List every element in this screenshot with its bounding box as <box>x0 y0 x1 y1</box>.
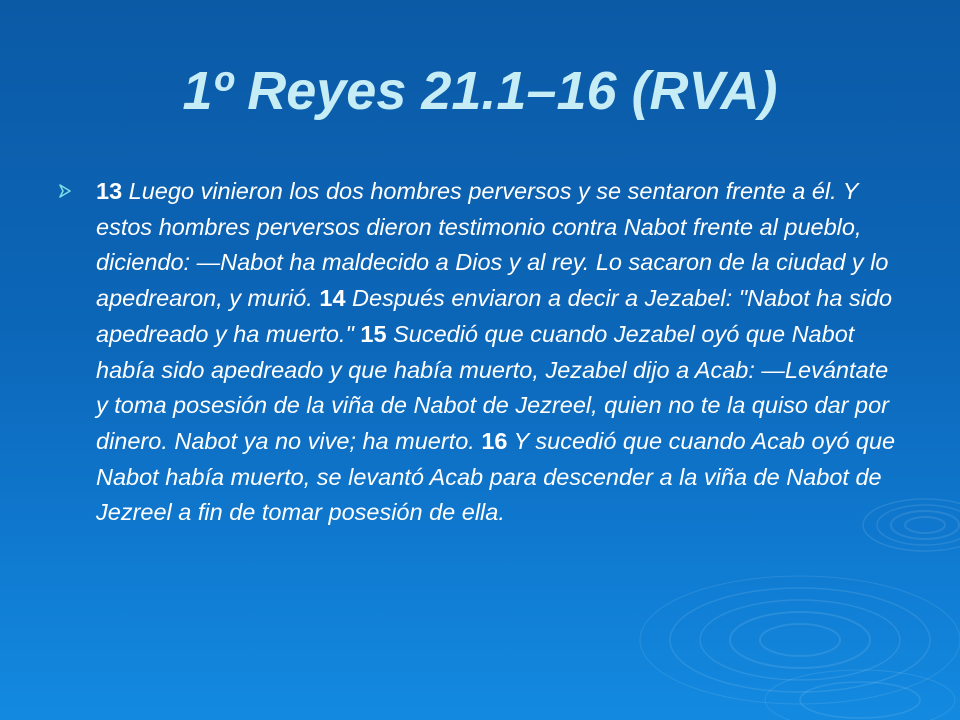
verse-text: Sucedió que cuando Jezabel oyó que Nabot había sido apedreado y que había muerto, Jezabel dijo a Acab: —Levántate y toma posesión de la viña de Nabot de Jezreel, quien no te la quiso dar por dinero. Nabot ya no vive; ha muerto. <box>96 320 889 454</box>
passage-text <box>96 174 896 531</box>
verse-number: 16 <box>481 427 508 454</box>
verse-text: Y sucedió que cuando Acab oyó que Nabot había muerto, se levantó Acab para descender a la viña de Nabot de Jezreel a fin de tomar posesión de ella. <box>96 427 896 526</box>
verse-number: 15 <box>360 320 387 347</box>
arrow-bullet-icon <box>58 184 72 198</box>
verse-number: 14 <box>319 285 346 312</box>
verse-text: Luego vinieron los dos hombres perversos y se sentaron frente a él. Y estos hombres perversos dieron testimonio contra Nabot frente al pueblo, diciendo: —Nabot ha maldecido a Dios y al rey. Lo sacaron de la ciudad y lo apedrearon, y murió. <box>96 178 889 312</box>
verse-number: 13 <box>96 178 123 204</box>
passage-block <box>58 174 898 531</box>
verse-text: Después enviaron a decir a Jezabel: "Nabot ha sido apedreado y ha muerto." <box>96 285 893 347</box>
slide-title: 1º Reyes 21.1–16 (RVA) <box>182 61 778 121</box>
